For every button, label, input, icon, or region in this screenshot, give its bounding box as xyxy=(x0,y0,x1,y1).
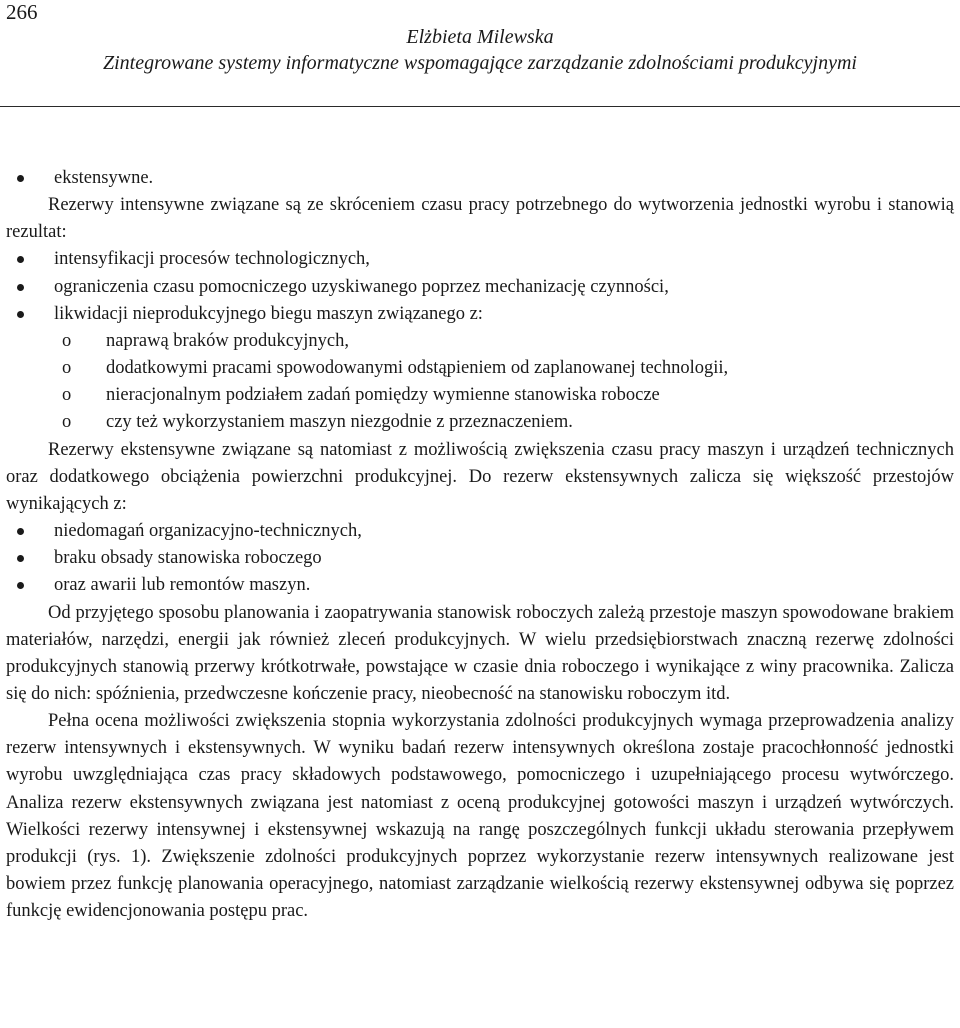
list-item: oraz awarii lub remontów maszyn. xyxy=(6,572,954,599)
paragraph: Rezerwy ekstensywne związane są natomiast z możliwością zwiększenia czasu pracy maszyn i urządzeń technicznych oraz dodatkowego obciążenia powierzchni produkcyjnej. Do rezerw ekstensywnych zalicza się większość przestojów wynikających z: xyxy=(6,439,954,514)
header-author: Elżbieta Milewska xyxy=(406,26,554,48)
list-item: ekstensywne. xyxy=(6,165,954,192)
sublist-item: o dodatkowymi pracami spowodowanymi odstąpieniem od zaplanowanej technologii, xyxy=(6,355,954,382)
sublist-item: o nieracjonalnym podziałem zadań pomiędzy wymienne stanowiska robocze xyxy=(6,382,954,409)
circle-marker-icon: o xyxy=(62,330,72,351)
document-body xyxy=(6,165,954,925)
bullet-icon xyxy=(17,528,24,535)
paragraph: Od przyjętego sposobu planowania i zaopatrywania stanowisk roboczych zależą przestoje maszyn spowodowane brakiem materiałów, narzędzi, energii jak również zleceń produkcyjnych. W wielu przedsiębiorstwach znaczną rezerwę zdolności produkcyjnych stanowią przerwy krótkotrwałe, powstające w czasie dnia roboczego i wynikające z winy pracownika. Zalicza się do nich: spóźnienia, przedwczesne kończenie pracy, nieobecność na stanowisku roboczym itd. xyxy=(6,602,954,704)
page-number: 266 xyxy=(6,0,38,24)
bullet-icon xyxy=(17,284,24,291)
paragraph: Rezerwy intensywne związane są ze skróceniem czasu pracy potrzebnego do wytworzenia jednostki wyrobu i stanowią rezultat: xyxy=(6,195,954,243)
sublist-item: o naprawą braków produkcyjnych, xyxy=(6,328,954,355)
list-item: intensyfikacji procesów technologicznych, xyxy=(6,246,954,273)
header-rule xyxy=(0,106,960,107)
bullet-icon xyxy=(17,311,24,318)
list-item: niedomagań organizacyjno-technicznych, xyxy=(6,518,954,545)
circle-marker-icon: o xyxy=(62,412,72,433)
sublist-item: o czy też wykorzystaniem maszyn niezgodnie z przeznaczeniem. xyxy=(6,409,954,436)
list-item: likwidacji nieprodukcyjnego biegu maszyn związanego z: xyxy=(6,301,954,328)
circle-marker-icon: o xyxy=(62,358,72,379)
list-item: braku obsady stanowiska roboczego xyxy=(6,545,954,572)
header-title: Zintegrowane systemy informatyczne wspomagające zarządzanie zdolnościami produkcyjnymi xyxy=(103,52,857,74)
list-item: ograniczenia czasu pomocniczego uzyskiwanego poprzez mechanizację czynności, xyxy=(6,274,954,301)
circle-marker-icon: o xyxy=(62,385,72,406)
running-header xyxy=(0,24,960,76)
paragraph: Pełna ocena możliwości zwiększenia stopnia wykorzystania zdolności produkcyjnych wymaga przeprowadzenia analizy rezerw intensywnych i ekstensywnych. W wyniku badań rezerw intensywnych określona zostaje pracochłonność jednostki wyrobu uwzględniająca czas pracy składowych podstawowego, pomocniczego i uzupełniającego procesu wytwórczego. Analiza rezerw ekstensywnych związana jest natomiast z oceną produkcyjnej gotowości maszyn i urządzeń wytwórczych. Wielkości rezerwy intensywnej i ekstensywnej wskazują na rangę poszczególnych funkcji układu sterowania przepływem produkcji (rys. 1). Zwiększenie zdolności produkcyjnych poprzez wykorzystanie rezerw intensywnych realizowane jest bowiem przez funkcję planowania operacyjnego, natomiast zarządzanie wielkością rezerwy ekstensywnej odbywa się poprzez funkcję ewidencjonowania postępu prac. xyxy=(6,711,954,922)
bullet-icon xyxy=(17,175,24,182)
